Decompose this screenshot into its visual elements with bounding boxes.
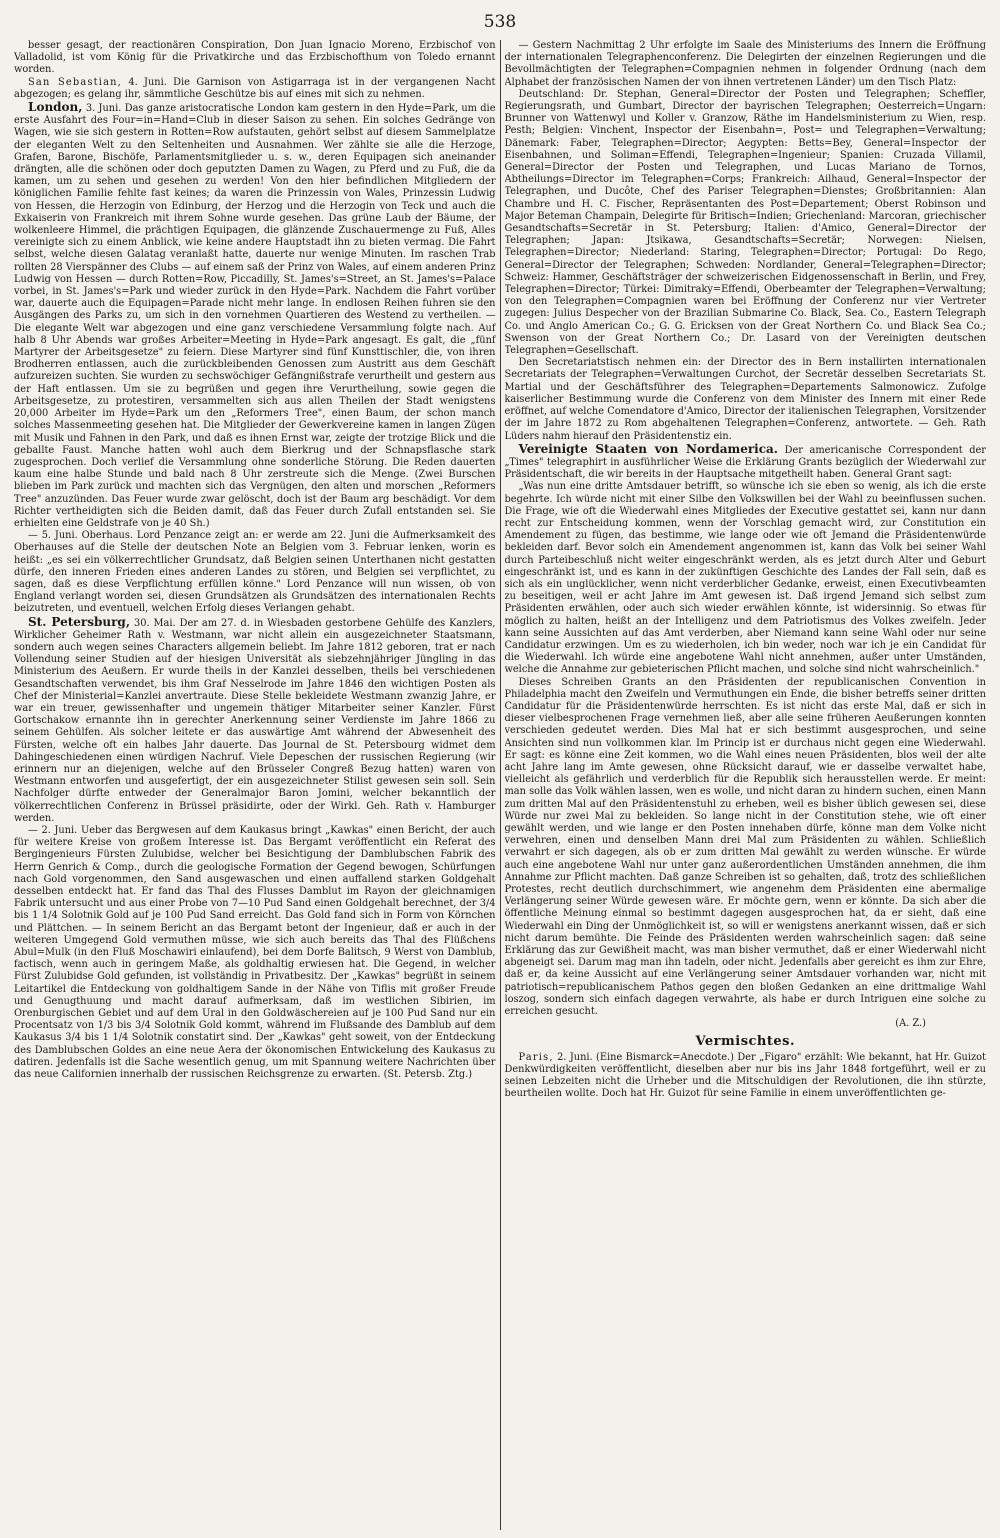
columns (14, 40, 986, 1530)
article-paragraph (14, 530, 496, 615)
paragraph-text: 2. Juni. (Eine Bismarck=Anecdote.) Der „Figaro" erzählt: Wie bekannt, hat Hr. Guizot Denkwürdigkeiten veröffentlicht, dieselben aber nur bis ins Jahr 1848 fortgeführt, weil er zu seinen Lebzeiten nicht die Urheber und die Mitschuldigen der Revolutionen, die ihn stürzte, beurtheilen wollte. Doch hat Hr. Guizot für seine Familie in einem unveröffentlichten ge- (504, 1051, 986, 1100)
paragraph-text: — Gestern Nachmittag 2 Uhr erfolgte im Saale des Ministeriums des Innern die Eröffnung der internationalen Telegraphenconferenz. Die Delegirten der einzelnen Regierungen und die Bevollmächtigten der Telegraphen=Compagnien nehmen in folgender Ordnung (nach dem Alphabet der französischen Namen der von ihnen vertretenen Länder) um den Tisch Platz: (504, 40, 986, 88)
column-rule (500, 40, 501, 1530)
article-paragraph (14, 616, 496, 825)
dateline: Paris, (518, 1051, 554, 1063)
article-paragraph (505, 443, 987, 482)
paragraph-text: besser gesagt, der reactionären Conspiration, Don Juan Ignacio Moreno, Erzbischof von Valladolid, ist vom König für die Privatkirche und das Erzbischofthum von Toledo ernannt worden. (14, 40, 496, 76)
article-paragraph (505, 481, 987, 676)
article-paragraph (505, 677, 987, 1019)
paragraph-text: Der americanische Correspondent der „Times" telegraphirt in ausführlicher Weise die Erklärung Grants bezüglich der Wiederwahl zur Präsidentschaft, die wir bereits in der Hauptsache mitgetheilt haben. General Grant sagt: (504, 444, 986, 481)
page-number: 538 (483, 12, 517, 32)
right-column (505, 40, 987, 1530)
source-signature: (A. Z.) (895, 1018, 926, 1030)
article-paragraph (505, 357, 987, 442)
paragraph-text: — 2. Juni. Ueber das Bergwesen auf dem Kaukasus bringt „Kawkas" einen Bericht, der auch für weitere Kreise von großem Interesse ist. Das Bergamt veröffentlicht ein Referat des Bergingenieurs Fürsten Zulubidse, welcher bei Besichtigung der Damblubschen Fabrik des Herrn Genrich & Comp., durch die geologische Formation der Gegend bewogen, Schürfungen nach Gold vorgenommen, den Sand ausgewaschen und einen auffallend starken Goldgehalt desselben entdeckt hat. Er fand das Thal des Flusses Damblut im Rayon der gleichnamigen Fabrik untersucht und aus einer Probe von 7—10 Pud Sand einen Goldgehalt berechnet, der 3/4 bis 1 1/4 Solotnik Gold auf je 100 Pud Sand erreicht. Das Gold fand sich in Form von Körnchen und Plättchen. — In seinem Bericht an das Bergamt betont der Ingenieur, daß er auch in der weiteren Umgegend Gold vermuthen müsse, wie sich auch bereits das Thal des Flüßchens Abul=Mulk (in den Fluß Moschawiri einlaufend), bei dem Dorfe Balitsch, 9 Werst von Damblub, factisch, wenn auch in geringem Maße, als goldhaltig erwiesen hat. Die Gegend, in welcher Fürst Zulubidse Gold gefunden, ist vollständig in Privatbesitz. Der „Kawkas" begrüßt in seinem Leitartikel die Entdeckung von goldhaltigem Sande in der Nähe von Tiflis mit großer Freude und Genugthuung und macht darauf aufmerksam, daß im westlichen Sibirien, im Orenburgischen Gebiet und auf dem Ural in den Goldwäschereien auf je 100 Pud Sand nur ein Procentsatz von 1/3 bis 3/4 Solotnik Gold kommt, während im Flußsande des Damblub auf dem Kaukasus 3/4 bis 1 1/4 Solotnik constatirt sind. Der „Kawkas" geht soweit, von der Entdeckung des Damblubschen Goldes an eine neue Aera der ökonomischen Entwickelung des Kaukasus zu datiren. Jedenfalls ist die Sache wesentlich genug, um mit Spannung weitere Nachrichten über das neue Californien innerhalb der russischen Reichsgrenze zu erwarten. (St. Petersb. Ztg.) (14, 825, 496, 1081)
paragraph-text: 4. Juni. Die Garnison von Astigarraga ist in der vergangenen Nacht abgezogen; es gelang ihr, sämmtliche Geschütze bis auf eines mit sich zu nehmen. (14, 76, 496, 100)
article-paragraph (14, 77, 496, 101)
paragraph-text: „Was nun eine dritte Amtsdauer betrifft, so wünsche ich sie eben so wenig, als ich die erste begehrte. Ich würde nicht mit einer Silbe den Volkswillen bei der Wahl zu beeinflussen suchen. Die Frage, wie oft die Wiederwahl eines Mitgliedes der Executive gestattet sei, kann nur dann recht zur Entscheidung kommen, wenn der Vorschlag gemacht wird, zur Constitution ein Amendement zu fügen, das bestimme, wie lange oder wie oft Jemand die Präsidentenwürde bekleiden darf. Bevor solch ein Amendement angenommen ist, kann das Volk bei seiner Wahl durch Parteibeschluß nicht weiter eingeschränkt werden, als es jetzt durch Alter und Geburt eingeschränkt ist, und es kann in der zukünftigen Geschichte des Landes der Fall sein, daß es sich als ein unglücklicher, wenn nicht verderblicher Gedanke, erweist, einen Executivbeamten zu beseitigen, weil er acht Jahre im Amt gewesen ist. Daß irgend Jemand sich selbst zum Präsidenten erwählen, oder auch sich wieder erwählen könnte, ist widersinnig. So etwas für möglich zu halten, heißt an der Intelligenz und dem Patriotismus des Volkes zweifeln. Jeder kann seine Aussichten auf das Amt verderben, aber Niemand kann seine Wahl oder nur seine Candidatur erzwingen. Um es zu wiederholen, ich bin weder, noch war ich je ein Candidat für die Wiederwahl. Ich würde eine angebotene Wahl nicht annehmen, außer unter Umständen, welche die Annahme zur gebieterischen Pflicht machen, und solche sind nicht wahrscheinlich." (504, 481, 986, 676)
paragraph-text: Den Secretariatstisch nehmen ein: der Director des in Bern installirten internationalen Secretariats der Telegraphen=Verwaltungen Curchot, der Secretär desselben Secretariats St. Martial und der Geschäftsführer des Telegraphen=Departements Salmonowicz. Zufolge kaiserlicher Bestimmung wurde die Conferenz von dem Minister des Innern mit einer Rede eröffnet, auf welche Comendatore d'Amico, Director der italienischen Telegraphen, Vorsitzender der im Jahre 1872 zu Rom abgehaltenen Telegraphen=Conferenz, antwortete. — Geh. Rath Lüders nahm hierauf den Präsidentenstiz ein. (504, 357, 986, 442)
paragraph-text: 30. Mai. Der am 27. d. in Wiesbaden gestorbene Gehülfe des Kanzlers, Wirklicher Geheimer Rath v. Westmann, war nicht allein ein ausgezeichneter Staatsmann, sondern auch wegen seines Characters allgemein beliebt. Im Jahre 1812 geboren, trat er nach Vollendung seiner Studien auf der hiesigen Universität als siebzehnjähriger Jüngling in das Ministerium des Aeußern. Er wurde theils in der Kanzlei desselben, theils bei verschiedenen Gesandtschaften verwendet, bis ihm Graf Nesselrode im Jahre 1846 den wichtigen Posten als Chef der Ministerial=Kanzlei anvertraute. Diese Stelle bekleidete Westmann zwanzig Jahre, er war ein treuer, gewissenhafter und ungemein thätiger Mitarbeiter seiner Kanzler. Fürst Gortschakow ernannte ihn in gerechter Anerkennung seiner Verdienste im Jahre 1866 zu seinem Gehülfen. Als solcher leitete er das auswärtige Amt während der Abwesenheit des Fürsten, welche oft ein halbes Jahr dauerte. Das Journal de St. Petersbourg widmet dem Dahingeschiedenen einen würdigen Nachruf. Viele Depeschen der russischen Regierung (wir erinnern nur an diejenigen, welche auf den Brüsseler Congreß Bezug hatten) waren von Westmann entworfen und ausgefertigt, der ein ausgezeichneter Stilist gewesen sein soll. Sein Nachfolger dürfte entweder der Generalmajor Baron Jomini, welcher bekanntlich der völkerrechtlichen Conferenz in Brüssel präsidirte, oder der Wirkl. Geh. Rath v. Hamburger werden. (14, 617, 496, 824)
paragraph-text: — 5. Juni. Oberhaus. Lord Penzance zeigt an: er werde am 22. Juni die Aufmerksamkeit des Oberhauses auf die Stelle der deutschen Note an Belgien vom 3. Februar lenken, worin es heißt: „es sei ein völkerrechtlicher Grundsatz, daß Belgien seinen Unterthanen nicht gestatten dürfe, den inneren Frieden eines anderen Landes zu stören, und Belgien sei verpflichtet, zu sagen, daß es diese Verpflichtung erfüllen könne." Lord Penzance will nun wissen, ob von England verlangt worden sei, diesen Grundsätzen als Grundsätzen des internationalen Rechts beizutreten, und eventuell, welchen Erfolg dieses Verlangen gehabt. (14, 530, 496, 615)
paragraph-text: Dieses Schreiben Grants an den Präsidenten der republicanischen Convention in Philadelphia macht den Zweifeln und Vermuthungen ein Ende, die bisher betreffs seiner dritten Candidatur für die Präsidentenwürde herrschten. Es ist nicht das erste Mal, daß er sich in dieser vielbesprochenen Frage vernehmen ließ, aber alle seine früheren Aeußerungen konnten verschieden gedeutet werden. Dies Mal hat er sich bestimmt ausgesprochen, und seine Ansichten sind nun vollkommen klar. Im Princip ist er durchaus nicht gegen eine Wiederwahl. Er sagt: es könne eine Zeit kommen, wo die Wahl eines neuen Präsidenten, blos weil der alte acht Jahre lang im Amte gewesen, ohne Rücksicht darauf, wie er dasselbe verwaltet habe, vielleicht als gefährlich und verderblich für die Republik sich herausstellen werde. Er meint: man solle das Volk wählen lassen, wen es wolle, und nicht daran zu hindern suchen, einen Mann zum dritten Mal auf den Präsidentenstuhl zu erheben, weil es bisher üblich gewesen sei, diese Würde nur zwei Mal zu bekleiden. So lange nicht in der Constitution stehe, wie oft einer gewählt werden, und wie lange er den Posten innehaben dürfe, könne man dem Volke nicht verwehren, einen und denselben Mann drei Mal zum Präsidenten zu wählen. Schließlich verwahrt er sich dagegen, als ob er zum dritten Mal gewählt zu werden wünsche. Er würde auch eine angebotene Wahl nur unter ganz außerordentlichen Umständen annehmen, die ihm Annahme zur Pflicht machten. Daß ganze Schreiben ist so gehalten, daß, trotz des schließlichen Protestes, recht deutlich durchschimmert, wie angenehm dem Präsidenten eine abermalige Verlängerung seiner Würde gewesen wäre. Er möchte gern, wenn er könnte. Da sich aber die öffentliche Meinung einmal so bestimmt dagegen ausgesprochen hat, da er sieht, daß eine Wiederwahl ein Ding der Unmöglichkeit ist, so will er wenigstens anerkannt wissen, daß er sich nicht darum bemühte. Die Feinde des Präsidenten werden wahrscheinlich sagen: daß seine Erklärung das zur Gewißheit macht, was man bisher vermuthet, daß er einer Wiederwahl nicht abgeneigt sei. Darum mag man ihn tadeln, oder nicht. Jedenfalls aber gereicht es ihm zur Ehre, daß er, da keine Aussicht auf eine Verlängerung seiner Amtsdauer vorhanden war, nicht mit patriotisch=republicanischem Pathos gegen den bloßen Gedanken an eine drittmalige Wahl loszog, sondern sich einfach dagegen verwahrte, als habe er durch Intriguen eine solche zu erreichen gesucht. (504, 676, 986, 1018)
dateline: Vereinigte Staaten von Nordamerica. (518, 441, 778, 456)
article-paragraph (14, 101, 496, 530)
left-column (14, 40, 496, 1530)
article-paragraph (14, 40, 496, 77)
article-paragraph (505, 40, 987, 89)
section-heading: Vermischtes. (695, 1034, 795, 1050)
dateline: London, (28, 100, 83, 115)
dateline: San Sebastian, (28, 76, 122, 88)
article-paragraph (14, 825, 496, 1081)
article-paragraph (505, 89, 987, 357)
dateline: St. Petersburg, (28, 614, 131, 629)
article-paragraph (505, 1052, 987, 1101)
paragraph-text: Deutschland: Dr. Stephan, General=Director der Posten und Telegraphen; Scheffler, Regierungsrath, und Gumbart, Director der bayrischen Telegraphen; Oesterreich=Ungarn: Brunner von Wattenwyl und Koller v. Granzow, Räthe im Handelsministerium zu Wien, resp. Pesth; Belgien: Vinchent, Inspector der Eisenbahn=, Post= und Telegraphen=Verwaltung; Dänemark: Faber, Telegraphen=Director; Aegypten: Betts=Bey, General=Inspector der Eisenbahnen, und Soliman=Effendi, Telegraphen=Ingenieur; Spanien: Cruzada Villamil, General=Director der Posten und Telegraphen, und Lucas Mariano de Tornos, Abtheilungs=Director im Telegraphen=Corps; Frankreich: Ailhaud, General=Inspector der Telegraphen, und Ducôte, Chef des Pariser Telegraphen=Dienstes; Großbritannien: Alan Chambre und H. C. Fischer, Repräsentanten des Post=Departement; Oberst Robinson und Major Beteman Champain, Delegirte für Britisch=Indien; Griechenland: Marcoran, griechischer Gesandtschafts=Secretär in St. Petersburg; Italien: d'Amico, General=Director der Telegraphen; Japan: Jtsikawa, Gesandtschafts=Secretär; Norwegen: Nielsen, Telegraphen=Director; Niederland: Staring, Telegraphen=Director; Portugal: Do Rego, General=Director der Telegraphen; Schweden: Nordlander, General=Telegraphen=Director; Schweiz: Hammer, Geschäftsträger der schweizerischen Eidgenossenschaft in Berlin, und Frey, Telegraphen=Director; Türkei: Dimitraky=Effendi, Oberbeamter der Telegraphen=Verwaltung; von den Telegraphen=Compagnien waren bei Eröffnung der Conferenz nur vier Vertreter zugegen: Julius Despecher von der Brazilian Submarine Co. Black, Sea. Co., Eastern Telegraph Co. und Anglo American Co.; G. G. Ericksen von der Great Northern Co. und Black Sea Co.; Swenson von der Great Northern Co.; Dr. Lasard von der Vereinigten deutschen Telegraphen=Gesellschaft. (504, 88, 986, 357)
paragraph-text: 3. Juni. Das ganze aristocratische London kam gestern in den Hyde=Park, um die erste Ausfahrt des Four=in=Hand=Club in dieser Saison zu sehen. Ein solches Gedränge von Wagen, wie sie sich gestern in Rotten=Row aufstauten, gehört selbst auf diesem Sammelplatze der eleganten Welt zu den Seltenheiten und Ausnahmen. Wer zählte sie alle die Herzoge, Grafen, Barone, Bischöfe, Parlamentsmitglieder u. s. w., deren Equipagen sich aneinander drängten, alle die schönen oder doch geputzten Damen zu Wagen, zu Pferd und zu Fuß, die da kamen, um zu sehen und gesehen zu werden! Von den hier befindlichen Mitgliedern der königlichen Familie fehlte fast keines; da waren die Prinzessin von Wales, Prinzessin Ludwig von Hessen, die Herzogin von Edinburg, der Herzog und die Herzogin von Teck und auch die Exkaiserin von Frankreich mit ihrem Sohne wurde gesehen. Das grüne Laub der Bäume, der wolkenleere Himmel, die prächtigen Equipagen, die glänzende Zuschauermenge zu Fuß, Alles vereinigte sich zu einem Anblick, wie keine andere Hauptstadt ihn zu bieten vermag. Die Fahrt selbst, welche diesen Galatag veranlaßt hatte, dauerte nur wenige Minuten. Im raschen Trab rollten 28 Vierspänner des Clubs — auf einem saß der Prinz von Wales, auf einem anderen Prinz Ludwig von Hessen — durch Rotten=Row, Piccadilly, St. James's=Street, an St. James's=Palace vorbei, in St. James's=Park und wieder zurück in den Hyde=Park. Nachdem die Fahrt vorüber war, dauerte auch die Equipagen=Parade nicht mehr lange. In endlosen Reihen fuhren sie den Ausgängen des Parks zu, um sich in den vornehmen Quartieren des Westend zu vertheilen. — Die elegante Welt war abgezogen und eine ganz verschiedene Versammlung folgte nach. Auf halb 8 Uhr Abends war großes Arbeiter=Meeting in Hyde=Park angesagt. Es galt, die „fünf Martyrer der Arbeitsgesetze" zu feiern. Diese Martyrer sind fünf Kunsttischler, die, von ihren Brodherren entlassen, auch die zurückbleibenden Genossen zum Austritt aus dem Geschäft aufzureizen suchten. Sie wurden zu sechswöchiger Gefängnißstrafe verurtheilt und gestern aus der Haft entlassen. Um sie zu begrüßen und gegen ihre Verurtheilung, sowie gegen die Arbeitsgesetze, zu protestiren, versammelten sich aus allen Theilen der Stadt wenigstens 20,000 Arbeiter im Hyde=Park um den „Reformers Tree", einen Baum, der schon manch solches Massenmeeting gesehen hat. Die Mitglieder der Gewerkvereine kamen in langen Zügen mit Musik und Fahnen in den Park, und daß es ihnen Ernst war, zeigte der trotzige Blick und die geballte Faust. Manche hatten wohl auch dem Bierkrug und der Schnapsflasche stark zugesprochen. Doch verlief die Versammlung ohne sonderliche Störung. Die Reden dauerten kaum eine halbe Stunde und bald nach 8 Uhr zerstreute sich die Menge. (Zwei Burschen blieben im Park zurück und machten sich das Vergnügen, den alten und morschen „Reformers Tree" anzuzünden. Das Feuer wurde zwar gelöscht, doch ist der Baum arg beschädigt. Vor dem Richter vertheidigten sich die Beiden damit, daß das Feuer durch Zufall entstanden sei. Sie erhielten eine Geldstrafe von je 40 Sh.) (14, 103, 496, 529)
